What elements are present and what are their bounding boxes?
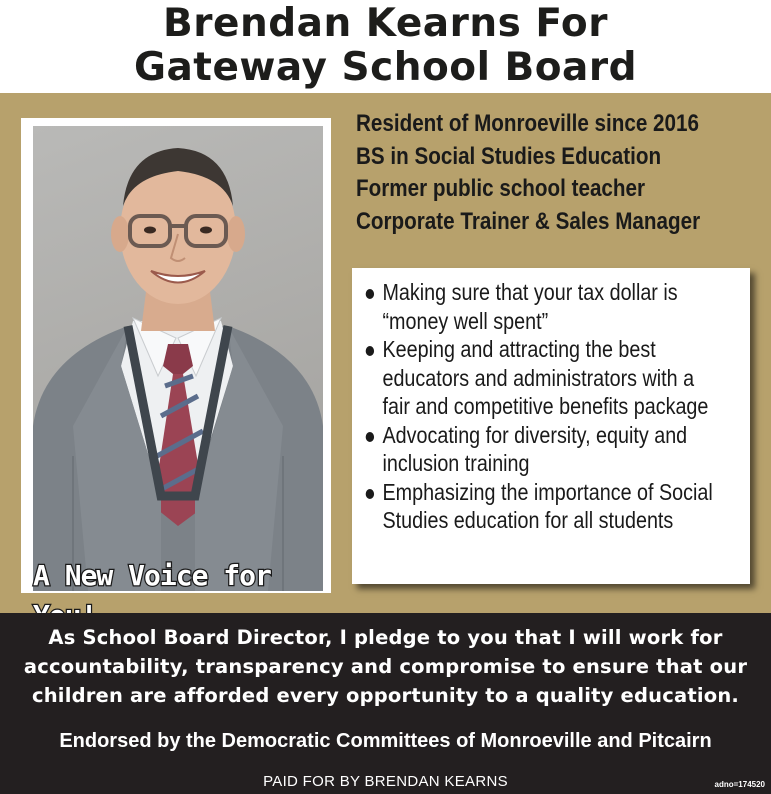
priority-text: Making sure that your tax dollar is “money well spent”: [382, 279, 678, 334]
priorities-box: [352, 268, 750, 584]
qualifications-list: [356, 108, 760, 238]
priority-item: [364, 421, 744, 478]
footer-panel: [0, 613, 771, 794]
priority-text: Advocating for diversity, equity and inclusion training: [382, 421, 688, 476]
priorities-list: [364, 278, 750, 535]
qualification-item: Former public school teacher: [356, 175, 646, 202]
priority-text: Emphasizing the importance of Social Studies education for all students: [382, 478, 713, 533]
qualification-item: Corporate Trainer & Sales Manager: [356, 207, 701, 235]
title-line-2: Gateway School Board: [133, 45, 638, 90]
qualification-item: Resident of Monroeville since 2016: [356, 110, 699, 137]
ad-header: [0, 0, 771, 93]
priority-item: [364, 278, 710, 335]
candidate-photo: [33, 126, 323, 591]
paid-for-text: PAID FOR BY BRENDAN KEARNS: [263, 773, 508, 790]
priority-item: [364, 335, 723, 421]
pledge-text: As School Board Director, I pledge to you that I will work for accountability, transparency and compromise to ensure that our children are afforded every opportunity to a quality education.: [23, 626, 748, 707]
tagline: A New Voice for: [33, 559, 271, 592]
qualification-item: BS in Social Studies Education: [356, 142, 662, 170]
title-line-1: Brendan Kearns For: [163, 1, 608, 46]
priority-item: [364, 478, 744, 535]
endorsement-text: Endorsed by the Democratic Committees of Monroeville and Pitcairn: [59, 730, 712, 752]
candidate-portrait-illustration: [33, 126, 323, 591]
priority-text: Keeping and attracting the best educators and administrators with a fair and competitive benefits package: [382, 336, 709, 419]
ad-number: adno=174520: [714, 780, 765, 789]
